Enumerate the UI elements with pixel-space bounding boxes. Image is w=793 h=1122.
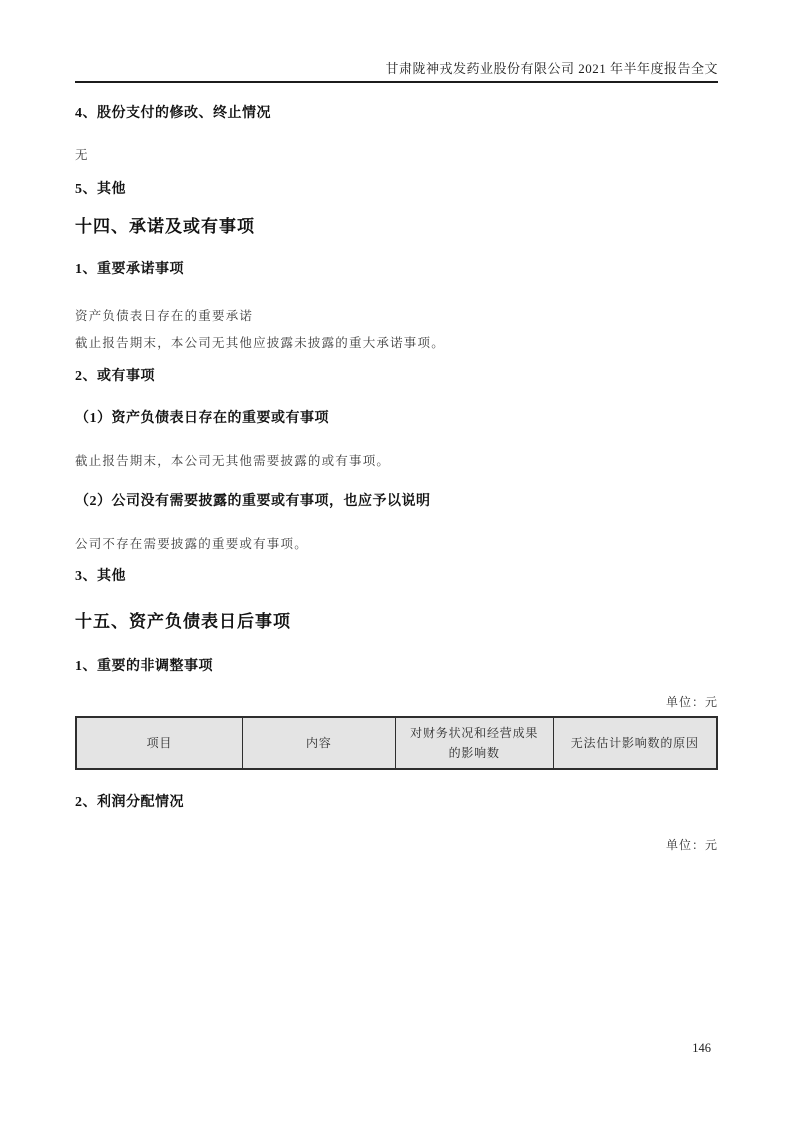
table-header-impact: 对财务状况和经营成果的影响数 [395,717,553,769]
unit-label-1: 单位：元 [665,695,718,709]
important-commitments-paragraph [75,303,718,357]
non-adjusting-events-table [75,716,718,770]
heading-contingencies: 2、或有事项 [75,369,155,384]
share-payment-modification-text: 无 [75,148,89,162]
unit-label-2: 单位：元 [665,838,718,852]
heading-chapter14-other: 3、其他 [75,569,126,584]
table-header-reason: 无法估计影响数的原因 [553,717,717,769]
heading-contingencies-point2: （2）公司没有需要披露的重要或有事项，也应予以说明 [75,494,431,509]
heading-share-payment-modification: 4、股份支付的修改、终止情况 [75,106,271,121]
document-header [75,0,718,83]
heading-item5-other: 5、其他 [75,182,126,197]
important-commitments-line1: 资产负债表日存在的重要承诺 [75,309,254,323]
page-content [75,0,718,853]
heading-profit-distribution: 2、利润分配情况 [75,795,184,810]
table-header-content: 内容 [242,717,395,769]
important-commitments-line2: 截止报告期末，本公司无其他应披露未披露的重大承诺事项。 [75,336,445,350]
heading-chapter15-post-balance-events: 十五、资产负债表日后事项 [75,612,291,631]
contingencies-point1-text: 截止报告期末，本公司无其他需要披露的或有事项。 [75,454,391,468]
table-header-item: 项目 [76,717,242,769]
heading-contingencies-point1: （1）资产负债表日存在的重要或有事项 [75,411,329,426]
heading-important-commitments: 1、重要承诺事项 [75,262,184,277]
document-header-title: 甘肃陇神戎发药业股份有限公司 2021 年半年度报告全文 [385,61,718,76]
heading-chapter14-commitments: 十四、承诺及或有事项 [75,217,255,236]
table-header-row [76,717,717,769]
contingencies-point2-text: 公司不存在需要披露的重要或有事项。 [75,537,308,551]
heading-non-adjusting-events: 1、重要的非调整事项 [75,659,213,674]
page-number: 146 [692,1041,711,1055]
